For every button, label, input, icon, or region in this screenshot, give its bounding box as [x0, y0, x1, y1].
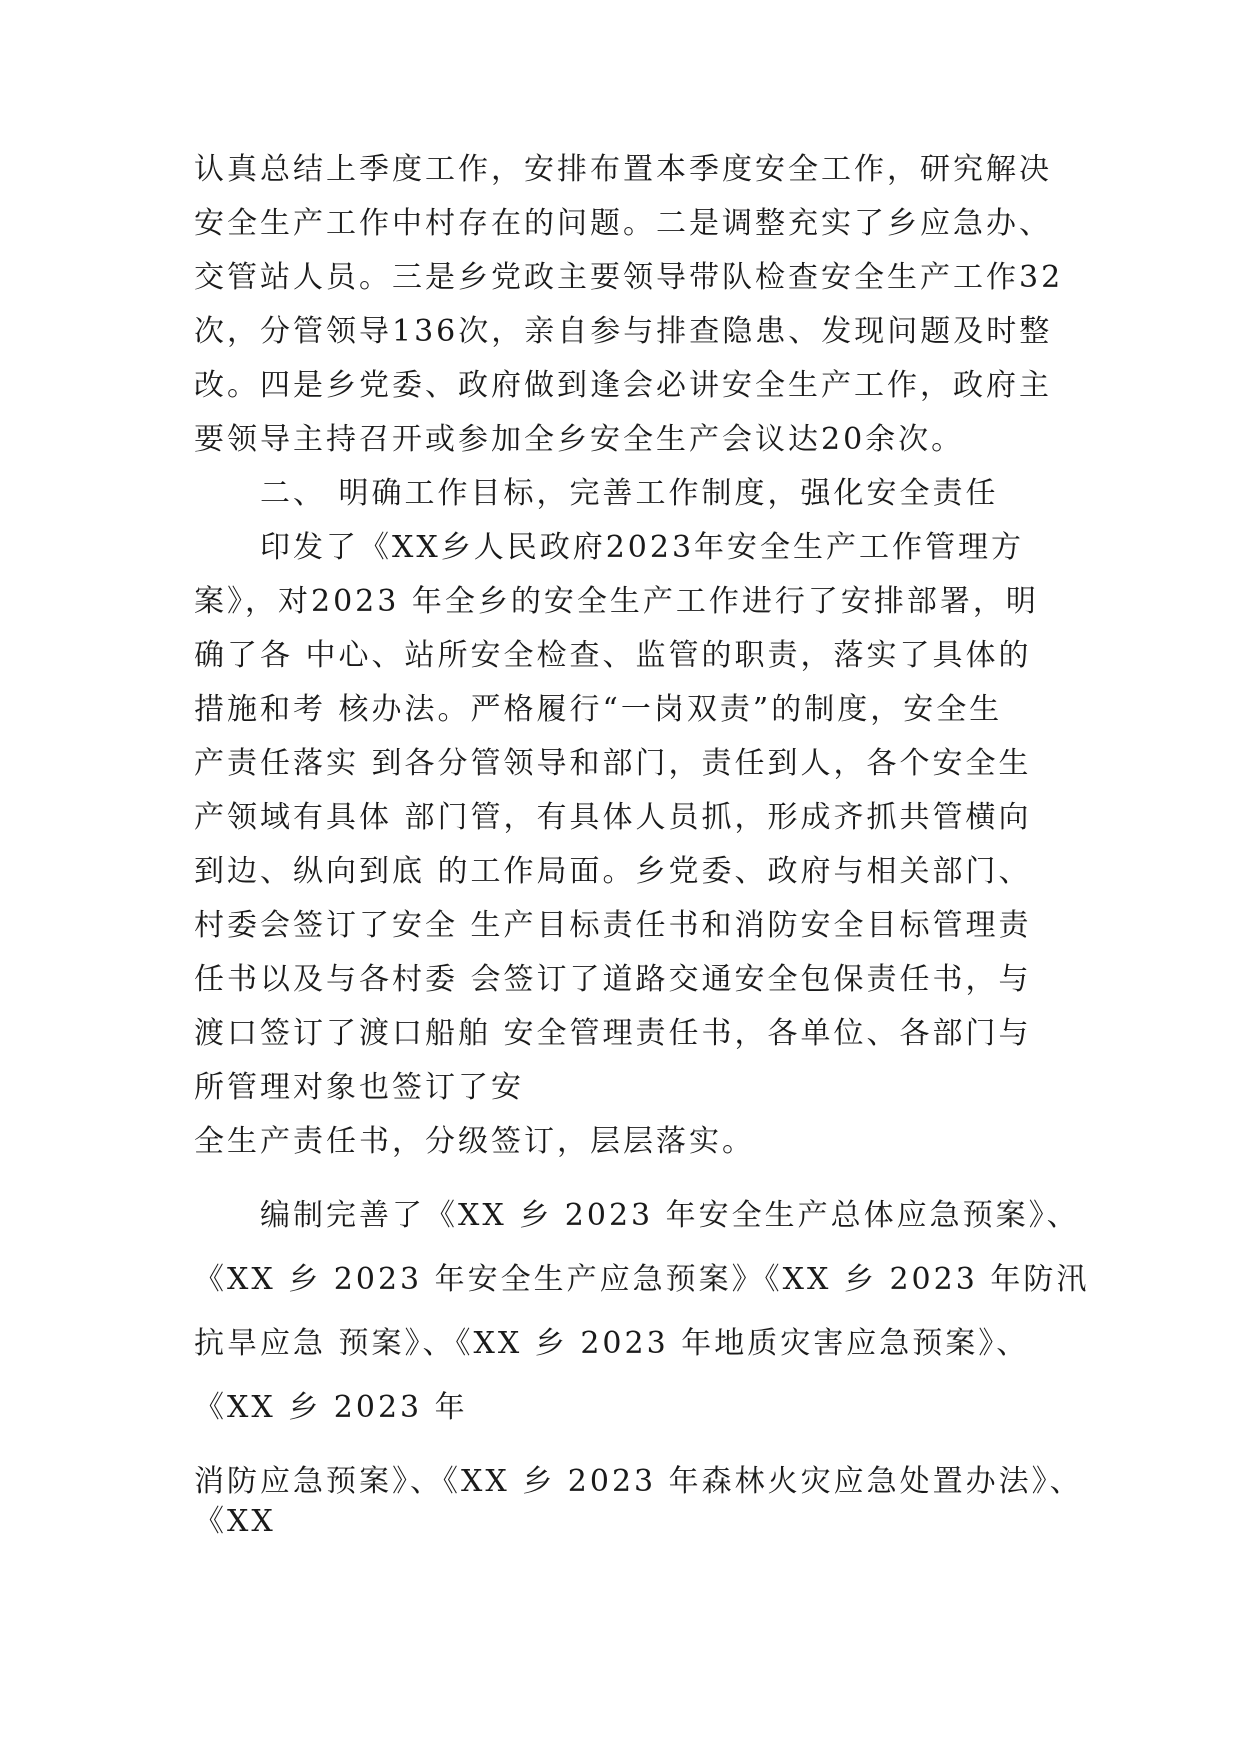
- paragraph-line: 消防应急预案》、《XX 乡 2023 年森林火灾应急处置办法》、: [194, 1464, 1083, 1499]
- paragraph-line: 措施和考 核办法。严格履行“一岗双责”的制度，安全生: [194, 692, 1003, 727]
- paragraph-line: 产责任落实 到各分管领导和部门，责任到人，各个安全生: [194, 746, 1032, 781]
- paragraph-line: 改。四是乡党委、政府做到逢会必讲安全生产工作，政府主: [194, 368, 1052, 403]
- paragraph-line: 任书以及与各村委 会签订了道路交通安全包保责任书，与: [194, 962, 1032, 997]
- paragraph-line: 认真总结上季度工作，安排布置本季度安全工作，研究解决: [194, 152, 1052, 187]
- paragraph-line: 《XX: [194, 1504, 276, 1539]
- paragraph-line: 到边、纵向到底 的工作局面。乡党委、政府与相关部门、: [194, 854, 1032, 889]
- paragraph-line: 确了各 中心、站所安全检查、监管的职责，落实了具体的: [194, 638, 1032, 673]
- paragraph-line: 全生产责任书，分级签订，层层落实。: [194, 1124, 755, 1159]
- paragraph-line: 《XX 乡 2023 年: [194, 1390, 468, 1425]
- paragraph-line: 安全生产工作中村存在的问题。二是调整充实了乡应急办、: [194, 206, 1052, 241]
- paragraph-line: 抗旱应急 预案》、《XX 乡 2023 年地质灾害应急预案》、: [194, 1326, 1030, 1361]
- paragraph-line: 次，分管领导136次，亲自参与排查隐患、发现问题及时整: [194, 314, 1053, 349]
- paragraph-line: 村委会签订了安全 生产目标责任书和消防安全目标管理责: [194, 908, 1032, 943]
- paragraph-line: 产领域有具体 部门管，有具体人员抓，形成齐抓共管横向: [194, 800, 1032, 835]
- paragraph-line: 渡口签订了渡口船舶 安全管理责任书，各单位、各部门与: [194, 1016, 1032, 1051]
- paragraph-line: 要领导主持召开或参加全乡安全生产会议达20余次。: [194, 422, 965, 457]
- paragraph-line: 印发了《XX乡人民政府2023年安全生产工作管理方: [260, 530, 1025, 565]
- section-heading: 二、 明确工作目标，完善工作制度，强化安全责任: [260, 476, 999, 511]
- paragraph-line: 《XX 乡 2023 年安全生产应急预案》《XX 乡 2023 年防汛: [194, 1262, 1090, 1297]
- paragraph-line: 编制完善了《XX 乡 2023 年安全生产总体应急预案》、: [260, 1198, 1080, 1233]
- paragraph-line: 案》，对2023 年全乡的安全生产工作进行了安排部署，明: [194, 584, 1039, 619]
- paragraph-line: 所管理对象也签订了安: [194, 1070, 524, 1105]
- paragraph-line: 交管站人员。三是乡党政主要领导带队检查安全生产工作32: [194, 260, 1064, 295]
